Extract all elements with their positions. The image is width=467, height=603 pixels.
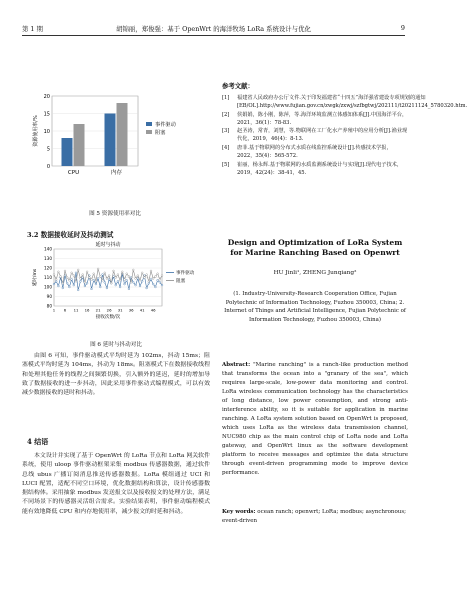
reference-item <box>222 144 408 160</box>
data-point <box>91 288 93 290</box>
data-point <box>95 280 97 282</box>
data-point <box>139 285 141 287</box>
data-point <box>135 284 137 286</box>
english-title-line-1: Design and Optimization of LoRa System <box>227 238 403 247</box>
reference-number: [1] <box>222 95 230 101</box>
legend-swatch <box>146 122 152 126</box>
x-tick-label: CPU <box>67 170 80 176</box>
y-tick-label: 120 <box>44 265 52 271</box>
data-point <box>137 278 139 280</box>
data-point <box>124 283 126 285</box>
y-tick-label: 0 <box>46 163 50 170</box>
data-point <box>58 271 60 273</box>
data-point <box>88 277 90 279</box>
data-point <box>155 286 157 288</box>
y-axis-label: 延时/ms <box>33 268 38 287</box>
data-point <box>110 282 112 284</box>
reference-item <box>222 94 467 110</box>
issue-label: 第 1 期 <box>22 25 43 33</box>
bar <box>105 114 116 167</box>
line-chart <box>30 240 202 320</box>
abstract-text: "Marine ranching" is a ranch-like production method that transforms the ocean into a "granary of the sea", which requires large-scale, low-power data monitoring and control. LoRa wireless communication technology has the characteristics of long distance, low power consumption, and strong anti-interference ability, so it is suitable for application in marine ranching. A LoRa system solution based on OpenWrt is proposed, which uses LoRa as the wireless data transmission channel, NUC980 chip as the main control chip of LoRa node and LoRa gateway, and OpenWrt linux as the software development platform to receive messages and optimize the data structure through event-driven programming mode to improve device performance. <box>222 362 409 476</box>
legend-label: 阻塞 <box>155 130 166 136</box>
reference-item <box>222 111 408 127</box>
data-point <box>86 271 88 273</box>
y-tick-label: 20 <box>43 93 50 100</box>
data-point <box>66 277 68 279</box>
data-point <box>106 278 108 280</box>
data-point <box>55 279 57 281</box>
data-point <box>159 281 161 283</box>
legend-label: 事件驱动 <box>176 271 195 276</box>
x-tick-label: 36 <box>128 307 134 313</box>
data-point <box>60 276 62 278</box>
abstract-label: Abstract: <box>222 362 251 368</box>
data-point <box>104 272 106 274</box>
data-point <box>84 285 86 287</box>
y-tick-label: 110 <box>44 275 52 280</box>
data-point <box>130 281 132 283</box>
y-tick-label: 140 <box>44 246 52 252</box>
data-point <box>126 279 128 281</box>
data-point <box>119 286 121 288</box>
reference-text: 赵圣涛，常青，刘慧，等.物联网在工厂化水产养殖中的应用分析[J].渔业现代化，2019，46(4)：8-13. <box>237 128 408 143</box>
bar-chart <box>30 88 200 188</box>
data-point <box>55 280 57 282</box>
x-tick-label: 16 <box>84 307 90 313</box>
data-point <box>159 279 161 281</box>
data-point <box>141 280 143 282</box>
references-heading: 参考文献： <box>222 82 254 90</box>
data-point <box>64 270 66 272</box>
data-point <box>75 272 77 274</box>
data-point <box>150 279 152 281</box>
data-point <box>53 274 55 276</box>
paragraph-results: 由图 6 可知，事件驱动模式平均时延为 102ms，抖动 15ms；阻塞模式平均时延为 104ms，抖动为 18ms。阻塞模式下在数据接收线程和处理其他任务的线程之间频繁切换，引入额外的延迟，延时的增加导致了数据接收的进一步抖动，因此采用事件驱动式编程模式，可以有效减少数据接收的延时和抖动。 <box>22 353 210 397</box>
english-keywords <box>222 508 408 526</box>
data-point <box>99 286 101 288</box>
y-tick-label: 5 <box>46 146 50 153</box>
legend-label: 事件驱动 <box>155 122 176 128</box>
data-point <box>62 282 64 284</box>
data-point <box>97 278 99 280</box>
data-point <box>135 278 137 280</box>
reference-number: [4] <box>222 145 230 152</box>
data-point <box>157 279 159 281</box>
legend-swatch <box>146 130 152 134</box>
legend-label: 阻塞 <box>176 279 186 284</box>
data-point <box>161 275 163 277</box>
x-tick-label: 46 <box>150 307 156 313</box>
data-point <box>126 273 128 275</box>
reference-number: [5] <box>222 161 230 168</box>
reference-item <box>222 161 408 177</box>
y-tick-label: 15 <box>43 111 50 118</box>
y-tick-label: 100 <box>44 284 52 290</box>
data-point <box>113 270 115 272</box>
data-point <box>157 273 159 275</box>
data-point <box>93 279 95 281</box>
chart-title: 延时与抖动 <box>95 242 121 248</box>
english-abstract <box>222 361 408 478</box>
page-number: 9 <box>400 24 405 32</box>
data-point <box>102 274 104 276</box>
x-axis-label: 接收次数/次 <box>95 315 121 320</box>
data-point <box>58 285 60 287</box>
bar <box>117 103 128 166</box>
data-point <box>80 278 82 280</box>
figure-5 <box>30 88 200 188</box>
y-tick-label: 80 <box>46 303 52 309</box>
data-point <box>119 279 121 281</box>
y-tick-label: 130 <box>44 256 52 261</box>
data-point <box>121 271 123 273</box>
running-title: 胡锦丽，郑俊强：基于 OpenWrt 的海洋牧场 LoRa 系统设计与优化 <box>116 25 311 33</box>
series-line <box>54 269 162 283</box>
x-tick-label: 21 <box>95 307 101 313</box>
data-point <box>86 282 88 284</box>
data-point <box>141 272 143 274</box>
paragraph-conclusion: 本文设计并实现了基于 OpenWrt 的 LoRa 节点和 LoRa 网关软件系统，使用 uloop 事件驱动框架采集 modbus 传感器数据，通过软件总线 ubus 广播订阅消息推送传感器数据。LoRa 模组通过 UCI 和 LUCI 配置，适配不同空口环境，优化数据结构和算法，设计传感器数据结构体。采用抽象 modbus 发送报文以及接收报文的处理方法，满足不同场景下的传感器灵活组合需求。实验结果表明，事件驱动编程模式能有效地降低 CPU 和内存地使用率，减少报文的时延和抖动。 <box>22 453 210 515</box>
data-point <box>77 289 79 291</box>
data-point <box>99 276 101 278</box>
data-point <box>124 279 126 281</box>
data-point <box>146 274 148 276</box>
header-rule <box>22 35 405 36</box>
data-point <box>148 282 150 284</box>
x-tick-label: 26 <box>106 307 112 313</box>
bar <box>62 138 73 166</box>
data-point <box>155 276 157 278</box>
data-point <box>53 283 55 285</box>
reference-number: [2] <box>222 111 230 118</box>
data-point <box>132 281 134 283</box>
data-point <box>128 288 130 290</box>
data-point <box>77 269 79 271</box>
bar <box>74 124 85 166</box>
data-point <box>62 287 64 289</box>
data-point <box>95 283 97 285</box>
english-title <box>222 238 408 259</box>
data-point <box>117 274 119 276</box>
data-point <box>71 279 73 281</box>
reference-text: 侯娟娟，陈小刚，陈萍，等.海洋环境监测立体感知体系[J].中国海洋平台，2021，36(1)：78-83. <box>237 111 408 126</box>
data-point <box>152 278 154 280</box>
data-point <box>146 287 148 289</box>
data-point <box>71 272 73 274</box>
data-point <box>73 284 75 286</box>
data-point <box>91 279 93 281</box>
data-point <box>106 287 108 289</box>
y-axis-label: 资源使用率/% <box>33 115 39 147</box>
data-point <box>150 270 152 272</box>
english-authors: HU Jinli¹, ZHENG Junqiang² <box>273 270 357 276</box>
keywords-text: ocean ranch; openwrt; LoRa; modbus; asynchronous; event-driven <box>222 509 406 524</box>
data-point <box>115 277 117 279</box>
data-point <box>152 283 154 285</box>
data-point <box>104 281 106 283</box>
english-affiliation: (1. Industry-University-Research Cooperation Office, Fujian Polytechnic of Information Technology, Fuzhou 350003, China; 2. Internet of Things and Artificial Intelligence, Fujian Polytechnic of Information Technology, Fuzhou 350003, China) <box>224 291 406 323</box>
x-tick-label: 11 <box>73 307 79 313</box>
data-point <box>144 277 146 279</box>
reference-text: 唐菲.基于物联网的分布式水质在线监控系统设计[J].传感技术学报，2022，35(4)：565-572. <box>237 145 392 160</box>
reference-item <box>222 127 408 143</box>
x-tick-label: 41 <box>139 307 145 313</box>
data-point <box>161 284 163 286</box>
data-point <box>82 274 84 276</box>
data-point <box>137 275 139 277</box>
x-tick-label: 31 <box>117 307 123 313</box>
data-point <box>69 286 71 288</box>
data-point <box>117 280 119 282</box>
figure-6-caption: 图 6 延时与抖动对比 <box>90 342 142 348</box>
figure-6 <box>30 240 202 320</box>
data-point <box>84 281 86 283</box>
data-point <box>93 273 95 275</box>
data-point <box>75 280 77 282</box>
data-point <box>139 279 141 281</box>
x-tick-label: 6 <box>63 307 67 313</box>
reference-text: 崔丽，杨永辉.基于物联网的水质监测系统设计与实现[J].现代电子技术，2019，42(24)：38-41，45. <box>237 161 403 176</box>
x-tick-label: 1 <box>52 307 56 313</box>
data-point <box>132 269 134 271</box>
data-point <box>69 279 71 281</box>
y-tick-label: 90 <box>46 294 52 299</box>
reference-text: 福建省人民政府办公厅文件.关于印发福建省“十四五”海洋强省建设专项规划的通知[EB/OL].http://www.fujian.gov.cn/zwgk/zxwj/szfbgtwj/202111/t20211124_5780320.htm. <box>237 95 467 110</box>
x-tick-label: 内存 <box>110 170 123 176</box>
data-point <box>66 282 68 284</box>
figure-5-caption: 图 5 资源使用率对比 <box>89 211 141 217</box>
reference-list <box>222 94 467 177</box>
keywords-label: Key words: <box>222 509 256 515</box>
data-point <box>148 280 150 282</box>
data-point <box>128 276 130 278</box>
section-3-2-title: 3.2 数据接收延时及抖动测试 <box>27 231 114 239</box>
section-4-title: 4 结语 <box>27 437 49 446</box>
y-tick-label: 10 <box>43 128 50 135</box>
data-point <box>108 275 110 277</box>
data-point <box>73 275 75 277</box>
data-point <box>102 279 104 281</box>
data-point <box>80 280 82 282</box>
english-title-line-2: for Marine Ranching Based on Openwrt <box>230 248 400 258</box>
data-point <box>97 268 99 270</box>
reference-number: [3] <box>222 128 230 135</box>
data-point <box>115 284 117 286</box>
